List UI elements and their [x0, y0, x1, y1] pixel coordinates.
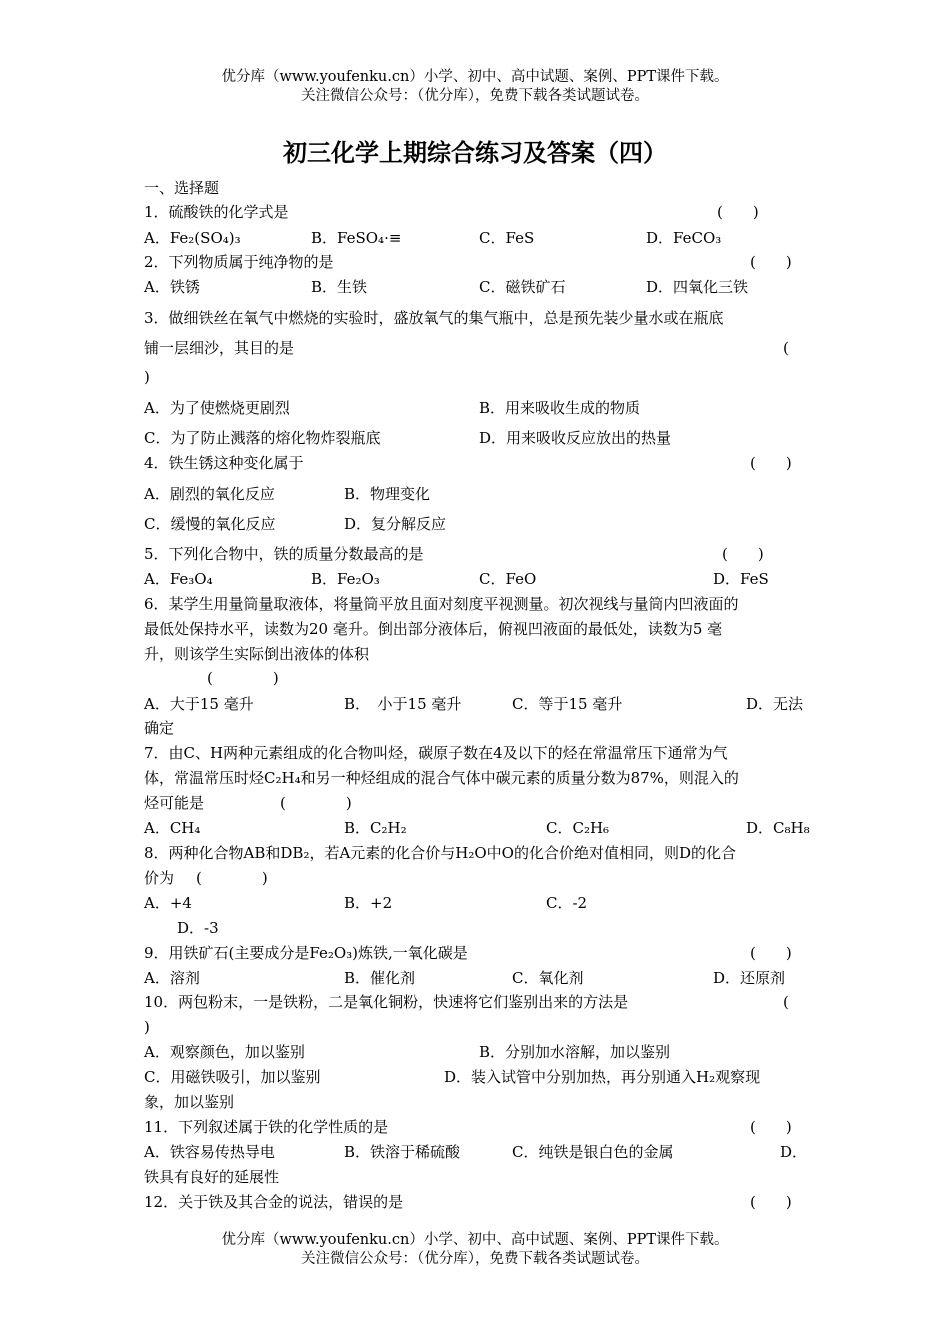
question-11-option-d: D． — [780, 1143, 808, 1161]
question-10-option-a: A．观察颜色，加以鉴别 — [144, 1043, 305, 1061]
question-1-stem: 1．硫酸铁的化学式是 — [144, 203, 289, 221]
question-9-option-a: A．溶剂 — [144, 969, 200, 987]
question-11-option-b: B．铁溶于稀硫酸 — [344, 1143, 461, 1161]
question-1-option-b: B．FeSO₄·≡ — [311, 229, 402, 247]
question-12-stem: 12．关于铁及其合金的说法，错误的是 — [144, 1193, 404, 1211]
question-12-blank: ( ) — [750, 1193, 792, 1211]
question-8-stem: 8．两种化合物AB和DB₂，若A元素的化合价与H₂O中O的化合价绝对值相同，则D的化合 — [144, 844, 737, 862]
question-8-blank: ( ) — [196, 869, 268, 887]
question-5-option-b: B．Fe₂O₃ — [311, 570, 380, 588]
question-6-stem: 6．某学生用量筒量取液体，将量筒平放且面对刻度平视测量。初次视线与量筒内凹液面的 — [144, 595, 739, 613]
question-5-option-d: D．FeS — [713, 570, 769, 588]
question-3-option-a: A．为了使燃烧更剧烈 — [144, 399, 290, 417]
question-5-option-a: A．Fe₃O₄ — [144, 570, 213, 588]
question-3-blank-close: ) — [144, 368, 150, 386]
question-3-stem-line-2: 铺一层细沙，其目的是 — [144, 339, 295, 357]
question-7-stem: 7．由C、H两种元素组成的化合物叫烃，碳原子数在4及以下的烃在常温常压下通常为气 — [144, 744, 728, 762]
question-3-option-d: D．用来吸收反应放出的热量 — [479, 429, 672, 447]
question-9-blank: ( ) — [750, 944, 792, 962]
question-5-stem: 5．下列化合物中，铁的质量分数最高的是 — [144, 545, 424, 563]
question-4-option-a: A．剧烈的氧化反应 — [144, 485, 275, 503]
question-2-stem: 2．下列物质属于纯净物的是 — [144, 253, 334, 271]
question-8-stem-line-2: 价为 — [144, 869, 175, 887]
question-1-option-d: D．FeCO₃ — [646, 229, 722, 247]
question-3-stem: 3．做细铁丝在氧气中燃烧的实验时，盛放氧气的集气瓶中，总是预先装少量水或在瓶底 — [144, 309, 724, 327]
page-title: 初三化学上期综合练习及答案（四） — [283, 138, 667, 167]
question-8-option-d: D．-3 — [177, 919, 219, 937]
question-9-stem: 9．用铁矿石(主要成分是Fe₂O₃)炼铁,一氧化碳是 — [144, 944, 468, 962]
question-2-blank: ( ) — [750, 253, 792, 271]
question-6-option-d-wrap: 确定 — [144, 719, 175, 737]
question-3-option-b: B．用来吸收生成的物质 — [479, 399, 641, 417]
question-6-blank: ( ) — [207, 669, 279, 687]
question-7-option-a: A．CH₄ — [144, 819, 201, 837]
question-5-option-c: C．FeO — [479, 570, 537, 588]
question-2-option-b: B．生铁 — [311, 278, 368, 296]
question-4-option-d: D．复分解反应 — [344, 515, 447, 533]
footer-line-1: 优分库（www.youfenku.cn）小学、初中、高中试题、案例、PPT课件下载。 — [221, 1232, 729, 1248]
question-2-option-d: D．四氧化三铁 — [646, 278, 749, 296]
question-5-blank: ( ) — [722, 545, 764, 563]
question-2-option-a: A．铁锈 — [144, 278, 200, 296]
question-10-blank-open: ( — [783, 993, 789, 1011]
question-8-option-b: B．+2 — [344, 894, 393, 912]
question-7-stem-line-2: 体，常温常压时烃C₂H₄和另一种烃组成的混合气体中碳元素的质量分数为87%，则混入的 — [144, 769, 739, 787]
question-6-option-b: B． 小于15 毫升 — [344, 695, 462, 713]
question-4-stem: 4．铁生锈这种变化属于 — [144, 454, 304, 472]
footer-line-2: 关注微信公众号：（优分库），免费下载各类试题试卷。 — [301, 1251, 649, 1267]
question-7-stem-line-3: 烃可能是 — [144, 794, 205, 812]
question-4-blank: ( ) — [750, 454, 792, 472]
question-10-stem: 10．两包粉末，一是铁粉，二是氧化铜粉，快速将它们鉴别出来的方法是 — [144, 993, 629, 1011]
question-11-option-d-wrap: 铁具有良好的延展性 — [144, 1168, 280, 1186]
question-10-option-d-wrap: 象，加以鉴别 — [144, 1093, 235, 1111]
question-10-option-b: B．分别加水溶解，加以鉴别 — [479, 1043, 671, 1061]
question-3-blank-open: ( — [783, 339, 789, 357]
question-10-option-d: D．装入试管中分别加热，再分别通入H₂观察现 — [444, 1068, 761, 1086]
question-6-stem-line-2: 最低处保持水平，读数为20 毫升。倒出部分液体后，俯视凹液面的最低处，读数为5 毫 — [144, 620, 723, 638]
question-6-stem-line-3: 升，则该学生实际倒出液体的体积 — [144, 645, 370, 663]
question-8-option-c: C．-2 — [546, 894, 588, 912]
question-4-option-c: C．缓慢的氧化反应 — [144, 515, 276, 533]
question-1-option-a: A．Fe₂(SO₄)₃ — [144, 229, 241, 247]
question-11-option-c: C．纯铁是银白色的金属 — [512, 1143, 674, 1161]
question-9-option-c: C．氧化剂 — [512, 969, 584, 987]
question-9-option-d: D．还原剂 — [713, 969, 786, 987]
question-10-option-c: C．用磁铁吸引，加以鉴别 — [144, 1068, 321, 1086]
question-2-option-c: C．磁铁矿石 — [479, 278, 566, 296]
question-8-option-a: A．+4 — [144, 894, 192, 912]
question-11-option-a: A．铁容易传热导电 — [144, 1143, 275, 1161]
question-7-option-b: B．C₂H₂ — [344, 819, 407, 837]
question-6-option-a: A．大于15 毫升 — [144, 695, 254, 713]
question-7-option-d: D．C₈H₈ — [746, 819, 810, 837]
question-3-option-c: C．为了防止溅落的熔化物炸裂瓶底 — [144, 429, 381, 447]
question-1-option-c: C．FeS — [479, 229, 535, 247]
question-10-blank-close: ) — [144, 1018, 150, 1036]
question-7-option-c: C．C₂H₆ — [546, 819, 610, 837]
question-7-blank: ( ) — [280, 794, 352, 812]
header-line-2: 关注微信公众号：（优分库），免费下载各类试题试卷。 — [301, 88, 649, 104]
question-1-blank: ( ) — [717, 203, 759, 221]
question-6-option-d: D．无法 — [746, 695, 804, 713]
header-line-1: 优分库（www.youfenku.cn）小学、初中、高中试题、案例、PPT课件下载。 — [221, 69, 729, 85]
question-6-option-c: C．等于15 毫升 — [512, 695, 623, 713]
question-11-blank: ( ) — [750, 1118, 792, 1136]
section-heading: 一、选择题 — [144, 179, 220, 197]
question-4-option-b: B．物理变化 — [344, 485, 431, 503]
question-9-option-b: B．催化剂 — [344, 969, 416, 987]
question-11-stem: 11．下列叙述属于铁的化学性质的是 — [144, 1118, 389, 1136]
